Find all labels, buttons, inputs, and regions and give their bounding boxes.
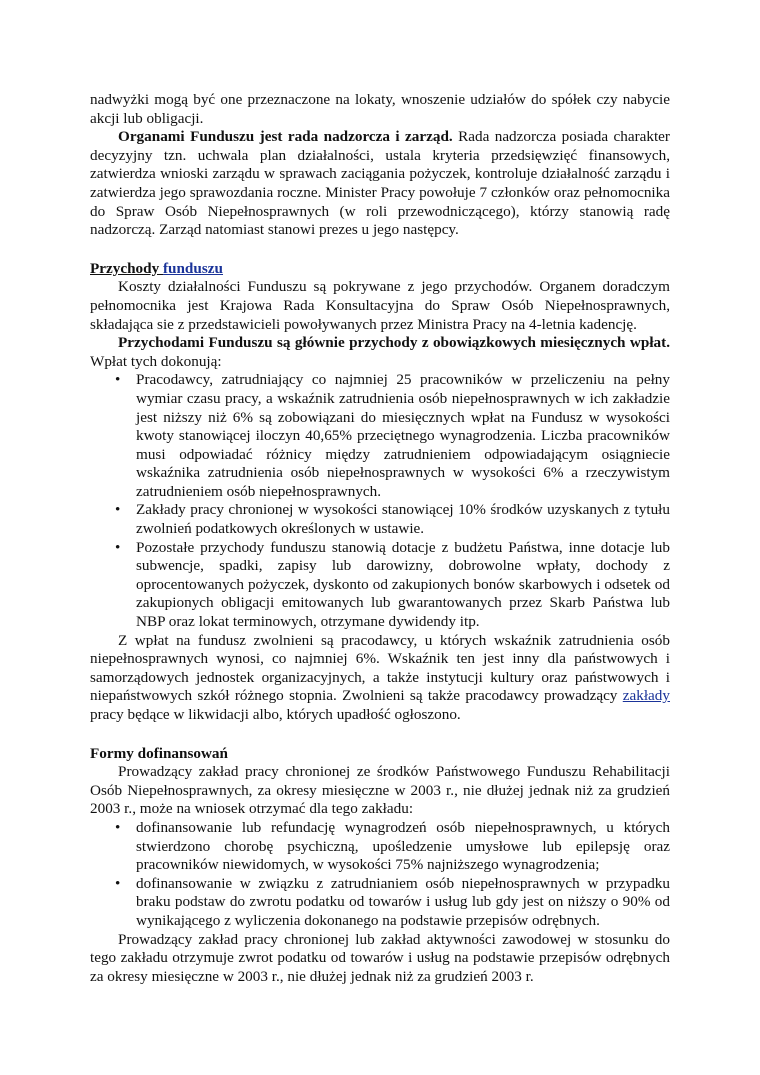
organs-bold-lead: Organami Funduszu jest rada nadzorcza i zarząd. <box>118 128 453 146</box>
list-item: • Pracodawcy, zatrudniający co najmniej 25 pracowników w przeliczeniu na pełny wymiar czasu pracy, a wskaźnik zatrudnienia osób niepełnosprawnych w ich zakładzie jest niższy niż 6% są zobowiązani do miesięcznych wpłat na Fundusz w wysokości kwoty stanowiącej iloczyn 40,65% przeciętnego wynagrodzenia. Liczba pracowników musi odpowiadać różnicy między zatrudnieniem odpowiadającym osiągniecie wskaźnika zatrudnienia osób niepełnosprawnych w wysokości 6% a rzeczywistym zatrudnieniem osób niepełnosprawnych. <box>136 371 670 501</box>
cofinancing-paragraph-2 <box>90 931 670 987</box>
section-heading-revenue <box>90 260 670 279</box>
organs-paragraph <box>90 128 670 240</box>
contributors-list <box>90 371 670 631</box>
revenue-heading-prefix: Przychody <box>90 259 163 277</box>
zaklady-link[interactable]: zakłady <box>622 687 670 705</box>
section-heading-cofinancing: Formy dofinansowań <box>90 744 228 762</box>
cofinancing-text-2: Prowadzący zakład pracy chronionej lub zakład aktywności zawodowej w stosunku do tego zakładu otrzymuje zwrot podatku od towarów i usług na podstawie przepisów odrębnych za okresy miesięczne w 2003 r., nie dłużej jednak niż za grudzień 2003 r. <box>90 930 670 985</box>
cofinancing-paragraph-1 <box>90 763 670 819</box>
intro-text: nadwyżki mogą być one przeznaczone na lokaty, wnoszenie udziałów do spółek czy nabycie akcji lub obligacji. <box>90 91 670 127</box>
document-page <box>90 91 670 986</box>
revenue-paragraph-1 <box>90 278 670 334</box>
list-item: • Zakłady pracy chronionej w wysokości stanowiącej 10% środków uzyskanych z tytułu zwolnień podatkowych określonych w ustawie. <box>136 501 670 538</box>
funduszu-link[interactable]: funduszu <box>162 259 223 277</box>
exemption-text-before: Z wpłat na fundusz zwolnieni są pracodawcy, u których wskaźnik zatrudnienia osób niepełnosprawnych wynosi, co najmniej 6%. Wskaźnik ten jest inny dla państwowych i samorządowych jednostek organizacyjnych, a także instytucji kultury oraz państwowych i niepaństwowych szkół różnego stopnia. Zwolnieni są także pracodawcy prowadzący <box>90 631 670 705</box>
list-item: • Pozostałe przychody funduszu stanowią dotacje z budżetu Państwa, inne dotacje lub subwencje, spadki, zapisy lub darowizny, dobrowolne wpłaty, dochody z oprocentowanych pożyczek, dyskonto od zakupionych bonów skarbowych i odsetek od zakupionych obligacji emitowanych lub gwarantowanych przez Skarb Państwa lub NBP oraz lokat terminowych, otrzymane dywidendy itp. <box>136 539 670 632</box>
revenue-paragraph-2 <box>90 334 670 371</box>
exemption-text-after: pracy będące w likwidacji albo, których upadłość ogłoszono. <box>90 706 461 723</box>
organs-text: Rada nadzorcza posiada charakter decyzyjny tzn. uchwala plan działalności, ustala kryteria przedsięwzięć finansowych, zatwierdza wnioski zarządu w sprawach zaciągania pożyczek, kontroluje działalność zarządu i zatwierdza jego sprawozdania roczne. Minister Pracy powołuje 7 członków oraz pełnomocnika do Spraw Osób Niepełnosprawnych (w roli przewodniczącego), którzy stanowią radę nadzorczą. Zarząd natomiast stanowi prezes u jego następcy. <box>90 128 670 239</box>
list-item: • dofinansowanie w związku z zatrudnianiem osób niepełnosprawnych w przypadku braku podstaw do zwrotu podatku od towarów i usług lub gdy jest on niższy o 90% od wynikającego z wyliczenia dokonanego na podstawie przepisów odrębnych. <box>136 875 670 931</box>
revenue-text-1: Koszty działalności Funduszu są pokrywane z jego przychodów. Organem doradczym pełnomocnika jest Krajowa Rada Konsultacyjna do Spraw Osób Niepełnosprawnych, składająca sie z przedstawicieli powoływanych przez Ministra Pracy na 4-letnia kadencję. <box>90 278 670 333</box>
exemption-paragraph <box>90 632 670 725</box>
revenue-text-2: Wpłat tych dokonują: <box>90 352 222 370</box>
intro-paragraph <box>90 91 670 128</box>
cofinancing-text-1: Prowadzący zakład pracy chronionej ze środków Państwowego Funduszu Rehabilitacji Osób Niepełnosprawnych, za okresy miesięczne w 2003 r., nie dłużej jednak niż za grudzień 2003 r., może na wniosek otrzymać dla tego zakładu: <box>90 763 670 818</box>
list-item: • dofinansowanie lub refundację wynagrodzeń osób niepełnosprawnych, u których stwierdzono chorobę psychiczną, upośledzenie umysłowe lub epilepsję oraz pracowników niewidomych, w wysokości 75% najniższego wynagrodzenia; <box>136 819 670 875</box>
cofinancing-list <box>90 819 670 931</box>
revenue-bold-lead: Przychodami Funduszu są głównie przychody z obowiązkowych miesięcznych wpłat. <box>118 334 670 352</box>
